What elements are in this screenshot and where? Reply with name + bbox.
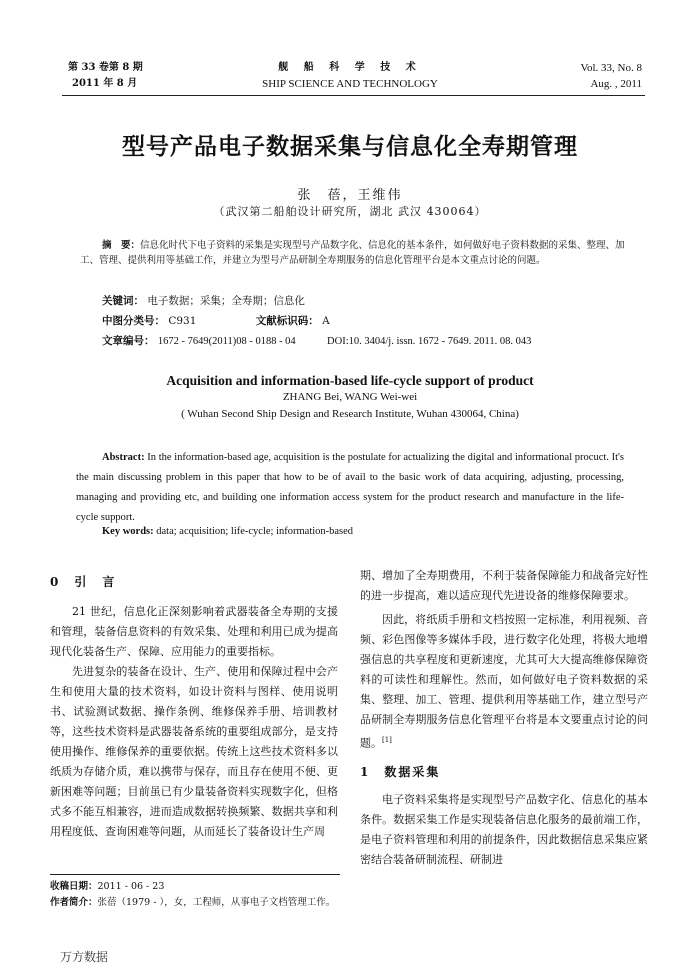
authors: 张 蓓，王维伟 bbox=[297, 188, 403, 203]
doi: DOI:10. 3404/j. issn. 1672 - 7649. 2011. 08. 043 bbox=[327, 336, 532, 347]
paragraph: 21 世纪，信息化正深刻影响着武器装备全寿期的支援和管理，装备信息资料的有效采集、处理和利用已成为提高现代化装备生产、保障、应用能力的重要指标。 bbox=[50, 605, 338, 658]
issue-date-en: Aug. , 2011 bbox=[590, 78, 642, 90]
bio-label: 作者简介： bbox=[50, 897, 98, 908]
section-heading-introduction: 0 引 言 bbox=[50, 575, 117, 589]
doc-code-value: A bbox=[322, 315, 330, 327]
abstract-en bbox=[76, 448, 624, 528]
english-affiliation: ( Wuhan Second Ship Design and Research Institute, Wuhan 430064, China) bbox=[181, 408, 519, 420]
paper-title: 型号产品电子数据采集与信息化全寿期管理 bbox=[122, 133, 578, 160]
body-column-right bbox=[360, 566, 648, 870]
volume-number-en: Vol. 33, No. 8 bbox=[580, 62, 642, 74]
abstract-cn bbox=[80, 238, 630, 268]
wanfang-watermark: 万方数据 bbox=[60, 950, 109, 964]
keywords-en-text: data; acquisition; life-cycle; information-based bbox=[156, 526, 354, 537]
keywords-cn-text: 电子数据；采集；全寿期；信息化 bbox=[147, 295, 305, 307]
paragraph: 电子资料采集将是实现型号产品数字化、信息化的基本条件。数据采集工作是实现装备信息化服务的最前端工作，是电子资料管理和利用的前提条件，因此数据信息采集应紧密结合装备研制流程、研制进 bbox=[360, 792, 648, 866]
keywords-en-label: Key words: bbox=[102, 526, 154, 537]
doc-code-label: 文献标识码： bbox=[255, 315, 319, 327]
footnote-author-bio bbox=[50, 896, 335, 910]
english-title: Acquisition and information-based life-cycle support of product bbox=[166, 373, 534, 388]
abstract-en-label: Abstract: bbox=[102, 452, 145, 463]
footnote-rule bbox=[50, 874, 340, 875]
classification-line bbox=[102, 313, 330, 329]
running-header-right bbox=[580, 60, 642, 92]
english-authors: ZHANG Bei, WANG Wei-wei bbox=[282, 391, 418, 403]
received-date: 2011 - 06 - 23 bbox=[97, 881, 165, 892]
paragraph: 期、增加了全寿期费用，不利于装备保障能力和战备完好性的进一步提高，难以适应现代先进设备的维修保障要求。 bbox=[360, 569, 648, 602]
body-column-left bbox=[50, 572, 338, 842]
affiliation: （武汉第二船舶设计研究所，湖北 武汉 430064） bbox=[213, 205, 487, 218]
section-heading-data-acquisition: 1 数据采集 bbox=[360, 764, 441, 779]
header-rule bbox=[62, 95, 645, 96]
paragraph bbox=[360, 610, 648, 754]
article-no-value: 1672 - 7649(2011)08 - 0188 - 04 bbox=[157, 336, 296, 347]
article-no-label: 文章编号： bbox=[102, 335, 155, 347]
received-label: 收稿日期： bbox=[50, 881, 98, 892]
abstract-en-text: In the information-based age, acquisition is the postulate for actualizing the digital and informational procuct. It's the main discussing problem in this paper that how to be of avail to the basic work of data acquiring, adjusting, processing, managing and providing etc, and building one information access system for the product research and manufacture in the life-cycle support. bbox=[76, 452, 625, 523]
volume-issue: 第 33 卷第 8 期 bbox=[68, 62, 143, 73]
keywords-cn-label: 关键词： bbox=[102, 295, 144, 307]
reference-marker: [1] bbox=[382, 736, 392, 744]
article-number-line bbox=[102, 333, 531, 350]
issue-date: 2011 年 8 月 bbox=[72, 78, 138, 89]
clc-label: 中图分类号： bbox=[102, 315, 165, 327]
paragraph-text: 因此，将纸质手册和文档按照一定标准，利用视频、音频、彩色图像等多媒体手段，进行数字化处理，将极大地增强信息的共享程度和更新速度，尤其可大大提高维修保障资料的可读性和理解性。然而，如何做好电子资料数据的采集、整理、加工、管理、提供利用等基础工作，建立型号产品研制全寿期服务信息化管理平台将是本文要重点讨论的问题。 bbox=[360, 613, 648, 750]
journal-name-cn: 舰 船 科 学 技 术 bbox=[278, 62, 422, 73]
paragraph: 先进复杂的装备在设计、生产、使用和保障过程中会产生和使用大量的技术资料，如设计资料与图样、使用说明书、试验测试数据、操作条例、维修保养手册、培训教材等，这些技术资料是武器装备系统的重要组成部分，是支持使用操作、维修保养的重要依据。传统上这些技术资料多以纸质为存储介质，难以携带与保存，而且存在使用不便、更新困难等问题；目前虽已有少量装备资料实现数字化，但格式多不能互相兼容，进而造成数据转换频繁、数据共享和利用程度低、查询困难等问题，从而延长了装备设计生产周 bbox=[50, 665, 338, 838]
footnote-received bbox=[50, 880, 164, 894]
abstract-cn-label: 摘 要： bbox=[102, 240, 141, 251]
bio-text: 张蓓（1979 - ），女，工程师，从事电子文档管理工作。 bbox=[97, 897, 336, 908]
abstract-cn-text: 信息化时代下电子资料的采集是实现型号产品数字化、信息化的基本条件，如何做好电子资料数据的采集、整理、加工、管理、提供利用等基础工作，并建立为型号产品研制全寿期服务的信息化管理平台是本文重点讨论的问题。 bbox=[80, 240, 625, 266]
clc-value: C931 bbox=[168, 315, 197, 327]
keywords-en bbox=[102, 526, 353, 537]
journal-name-en: SHIP SCIENCE AND TECHNOLOGY bbox=[262, 78, 438, 90]
keywords-cn bbox=[102, 293, 305, 309]
